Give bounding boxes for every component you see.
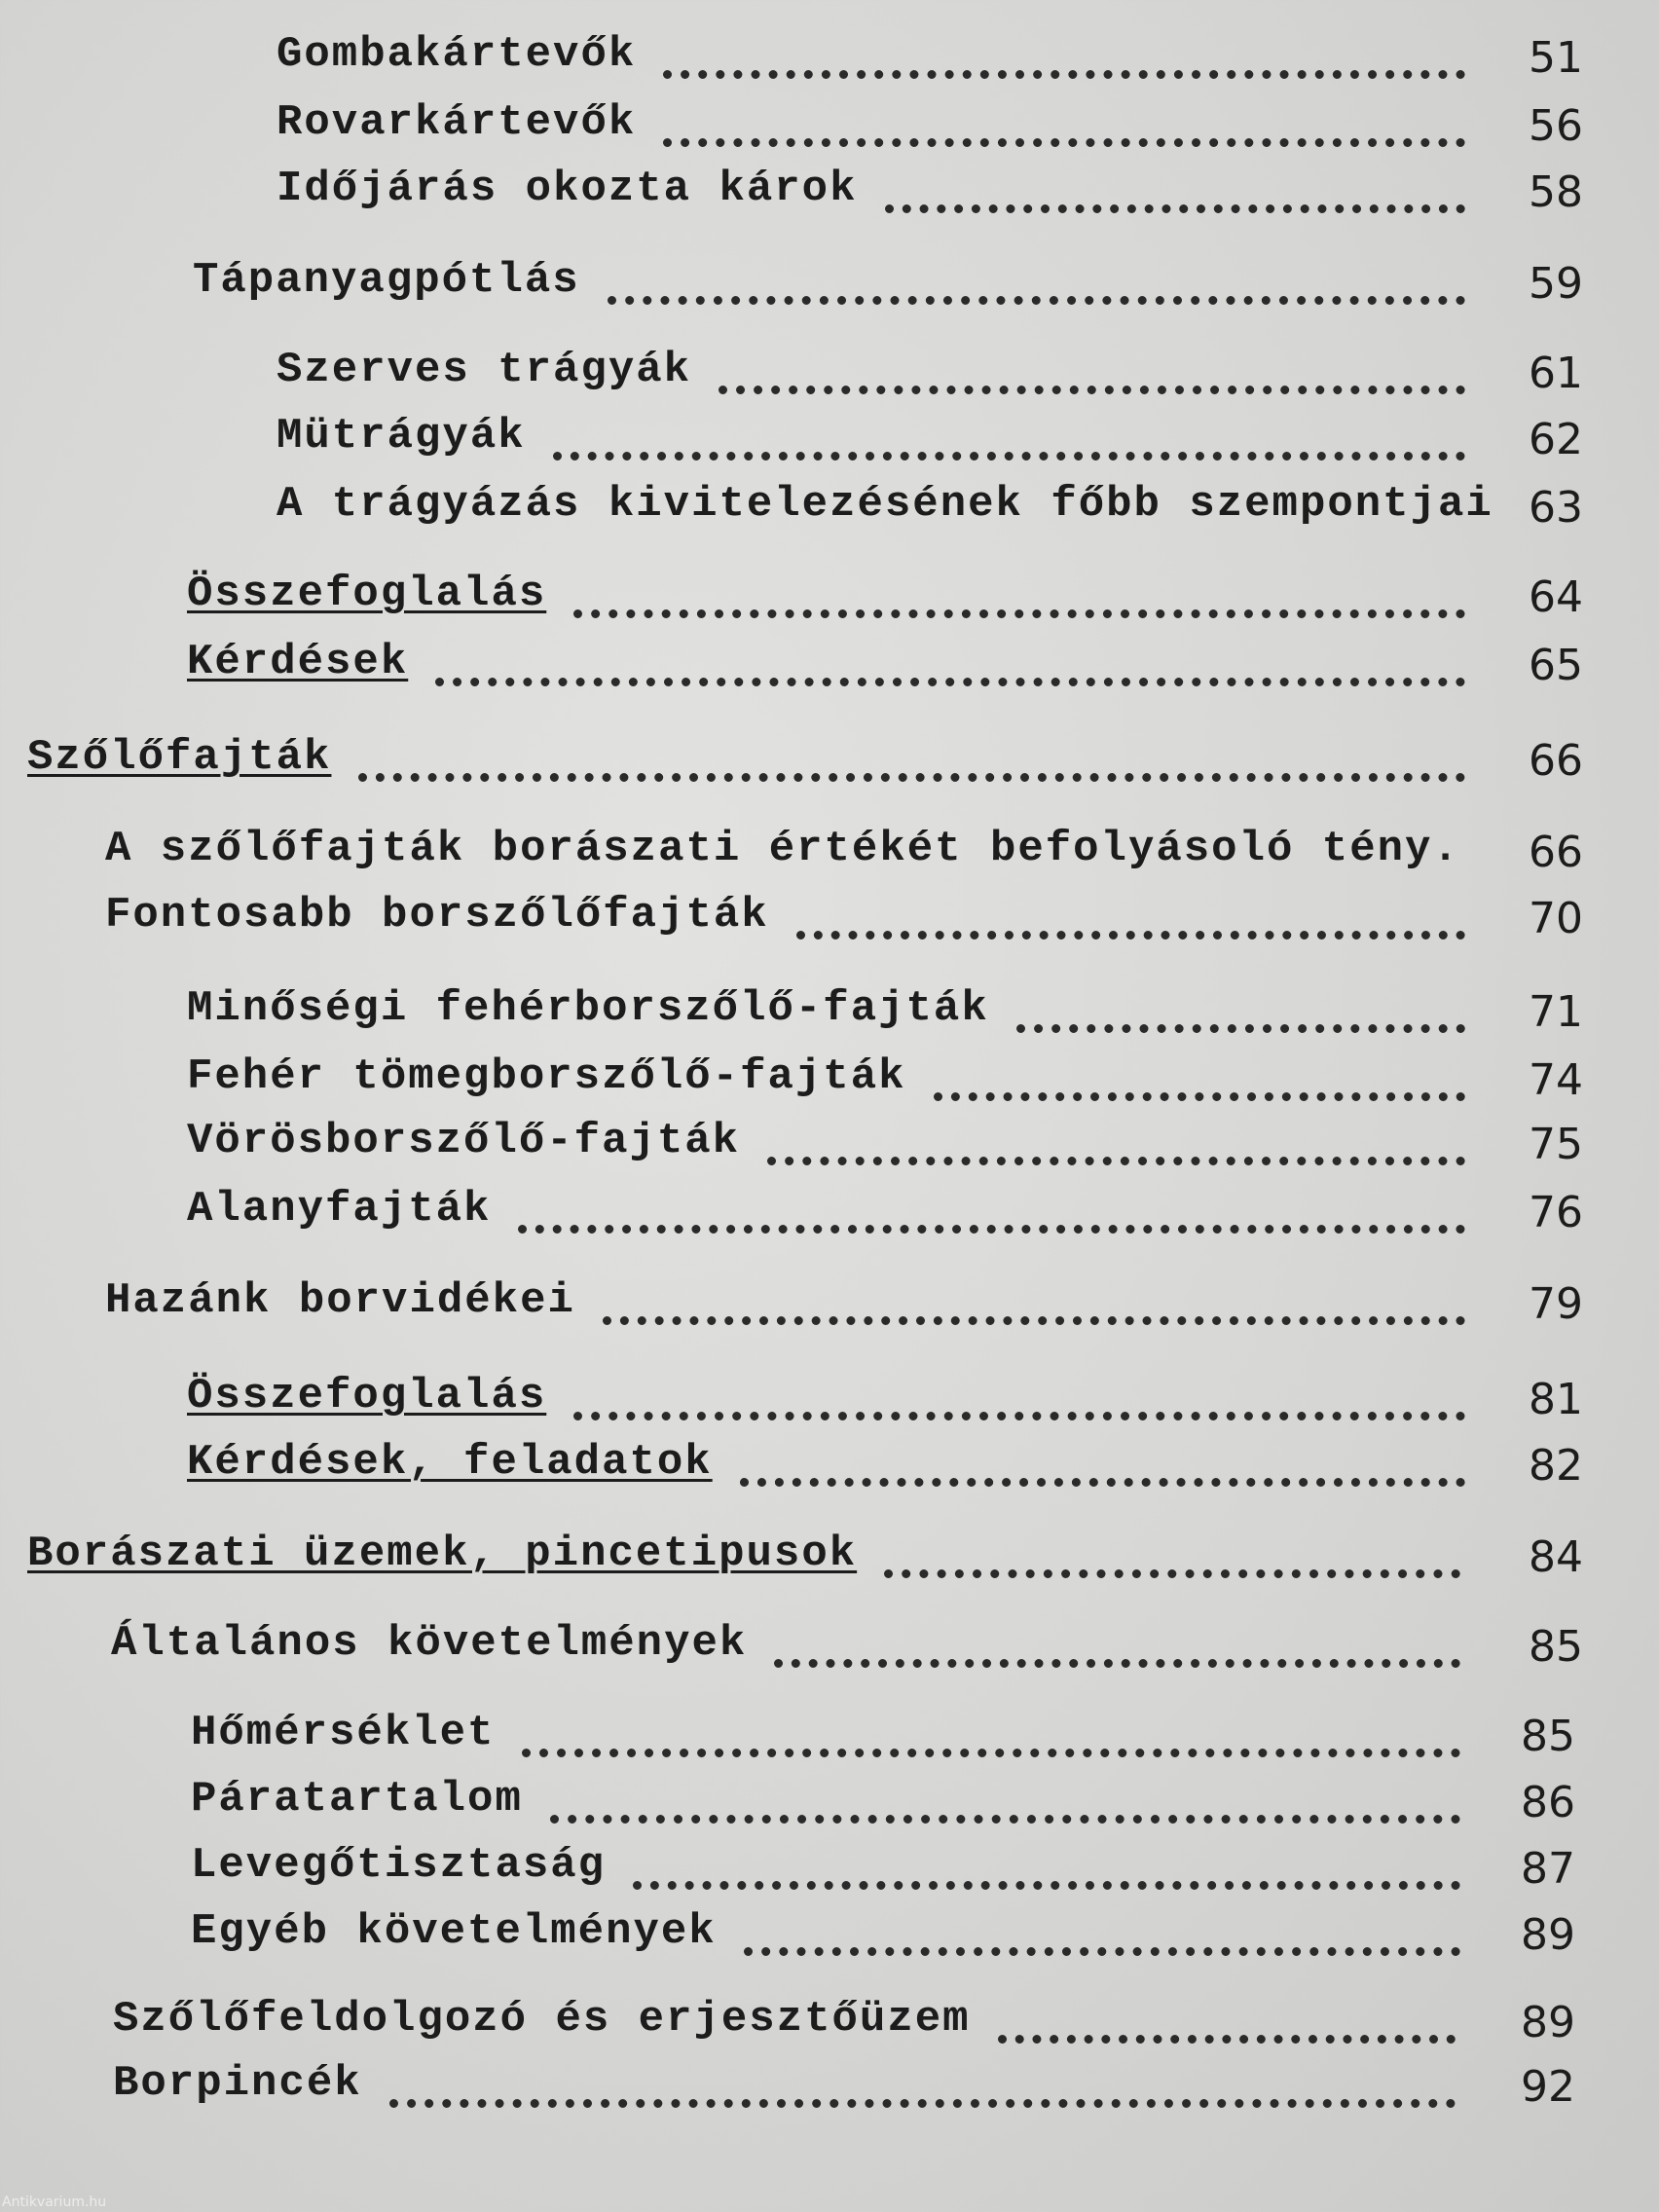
toc-entry-title: Hazánk borvidékei	[105, 1276, 575, 1325]
toc-entry-page-number: 58	[1529, 167, 1583, 217]
toc-entry-page-number: 84	[1529, 1532, 1583, 1582]
toc-entry	[187, 637, 1659, 695]
toc-entry-title: Minőségi fehérborszőlő-fajták	[187, 984, 989, 1033]
dot-leader	[884, 1558, 1460, 1578]
toc-entry	[105, 1275, 1624, 1334]
toc-entry	[187, 1116, 1659, 1174]
dot-leader	[550, 1803, 1460, 1824]
toc-entry-title: Kérdések	[187, 638, 409, 686]
toc-entry-title: A szőlőfajták borászati értékét befolyásoló tény.	[105, 825, 1460, 873]
toc-entry-title: Szőlőfeldolgozó és erjesztőüzem	[113, 1995, 971, 2044]
toc-entry-page-number: 66	[1529, 828, 1583, 877]
toc-entry	[111, 1618, 1630, 1677]
dot-leader	[608, 284, 1465, 305]
toc-entry-title: Mütrágyák	[276, 412, 526, 461]
dot-leader	[663, 58, 1465, 79]
toc-entry	[187, 569, 1659, 627]
toc-entry-title: Fehér tömegborszőlő-fajták	[187, 1052, 906, 1101]
toc-entry	[276, 345, 1659, 403]
toc-entry-title: Szőlőfajták	[27, 733, 332, 782]
toc-entry-page-number: 65	[1529, 641, 1583, 690]
toc-entry	[276, 164, 1659, 222]
toc-entry-page-number: 85	[1529, 1622, 1583, 1672]
toc-entry-title: Gombakártevők	[276, 30, 637, 79]
toc-entry-page-number: 64	[1529, 572, 1583, 622]
toc-entry-title: Tápanyagpótlás	[193, 256, 580, 305]
toc-entry	[27, 1529, 1583, 1587]
toc-entry-page-number: 66	[1529, 736, 1583, 786]
dot-leader	[1016, 1013, 1465, 1033]
toc-entry-page-number: 79	[1529, 1279, 1583, 1329]
toc-entry	[276, 411, 1659, 469]
toc-entry-page-number: 86	[1521, 1778, 1575, 1827]
toc-entry	[27, 732, 1583, 791]
toc-entry	[187, 1371, 1659, 1429]
toc-entry-title: Hőmérséklet	[191, 1709, 496, 1757]
toc-entry-title: Kérdések, feladatok	[187, 1438, 713, 1487]
dot-leader	[603, 1305, 1465, 1325]
toc-entry-page-number: 63	[1529, 483, 1583, 533]
dot-leader	[774, 1647, 1460, 1668]
toc-entry-page-number: 87	[1521, 1844, 1575, 1894]
dot-leader	[553, 440, 1465, 461]
dot-leader	[573, 598, 1465, 618]
toc-entry-page-number: 56	[1529, 101, 1583, 151]
toc-entry-title: Összefoglalás	[187, 1372, 547, 1420]
dot-leader	[522, 1737, 1460, 1757]
dot-leader	[358, 761, 1465, 782]
toc-entry-title: Egyéb követelmények	[191, 1907, 717, 1956]
toc-entry-page-number: 89	[1521, 1998, 1575, 2047]
toc-entry	[113, 2058, 1632, 2117]
toc-entry-page-number: 81	[1529, 1375, 1583, 1424]
toc-entry	[187, 1437, 1659, 1495]
dot-leader	[934, 1081, 1465, 1101]
toc-entry-page-number: 92	[1521, 2062, 1575, 2112]
dot-leader	[767, 1145, 1465, 1165]
dot-leader	[744, 1936, 1460, 1956]
toc-entry-title: Levegőtisztaság	[191, 1841, 607, 1890]
dot-leader	[719, 374, 1465, 394]
toc-entry-title: Szerves trágyák	[276, 346, 692, 394]
toc-entry	[105, 824, 1624, 882]
toc-entry-title: Rovarkártevők	[276, 98, 637, 147]
toc-entry-title: Összefoglalás	[187, 570, 547, 618]
toc-entry-page-number: 82	[1529, 1441, 1583, 1491]
toc-entry	[276, 29, 1659, 88]
toc-entry	[105, 890, 1624, 948]
toc-entry-page-number: 59	[1529, 259, 1583, 309]
toc-entry-page-number: 70	[1529, 894, 1583, 943]
dot-leader	[663, 127, 1465, 147]
toc-entry-title: Borpincék	[113, 2059, 362, 2108]
dot-leader	[796, 919, 1465, 940]
watermark: Antikvarium.hu	[2, 2194, 107, 2210]
dot-leader	[885, 193, 1466, 213]
toc-entry	[276, 97, 1659, 156]
toc-entry-page-number: 51	[1529, 33, 1583, 83]
dot-leader	[633, 1869, 1460, 1890]
toc-entry	[191, 1840, 1659, 1899]
toc-entry	[187, 983, 1659, 1042]
toc-entry-title: Alanyfajták	[187, 1185, 492, 1234]
toc-entry-page-number: 62	[1529, 415, 1583, 464]
toc-entry	[191, 1774, 1659, 1832]
dot-leader	[573, 1400, 1465, 1420]
toc-entry-title: Páratartalom	[191, 1775, 523, 1824]
toc-entry	[187, 1051, 1659, 1110]
toc-entry-title: Fontosabb borszőlőfajták	[105, 891, 769, 940]
toc-entry-title: A trágyázás kivitelezésének főbb szempontjai	[276, 480, 1493, 529]
toc-entry-page-number: 76	[1529, 1188, 1583, 1237]
dot-leader	[518, 1213, 1465, 1234]
toc-entry-title: Borászati üzemek, pincetipusok	[27, 1530, 858, 1578]
dot-leader	[998, 2023, 1456, 2044]
toc-entry	[191, 1708, 1659, 1766]
dot-leader	[389, 2087, 1456, 2108]
toc-entry-page-number: 61	[1529, 349, 1583, 398]
toc-entry-page-number: 89	[1521, 1910, 1575, 1960]
toc-entry	[191, 1906, 1659, 1965]
toc-entry-title: Időjárás okozta károk	[276, 165, 858, 213]
dot-leader	[740, 1466, 1465, 1487]
toc-entry	[193, 255, 1659, 313]
toc-entry-page-number: 75	[1529, 1120, 1583, 1169]
toc-entry	[276, 479, 1659, 537]
toc-entry-title: Vörösborszőlő-fajták	[187, 1117, 741, 1165]
toc-entry-page-number: 85	[1521, 1712, 1575, 1761]
toc-entry-title: Általános követelmények	[111, 1619, 748, 1668]
toc-entry	[113, 1994, 1632, 2052]
toc-entry-page-number: 74	[1529, 1055, 1583, 1105]
toc-entry	[187, 1184, 1659, 1242]
toc-entry-page-number: 71	[1529, 987, 1583, 1037]
dot-leader	[435, 666, 1465, 686]
